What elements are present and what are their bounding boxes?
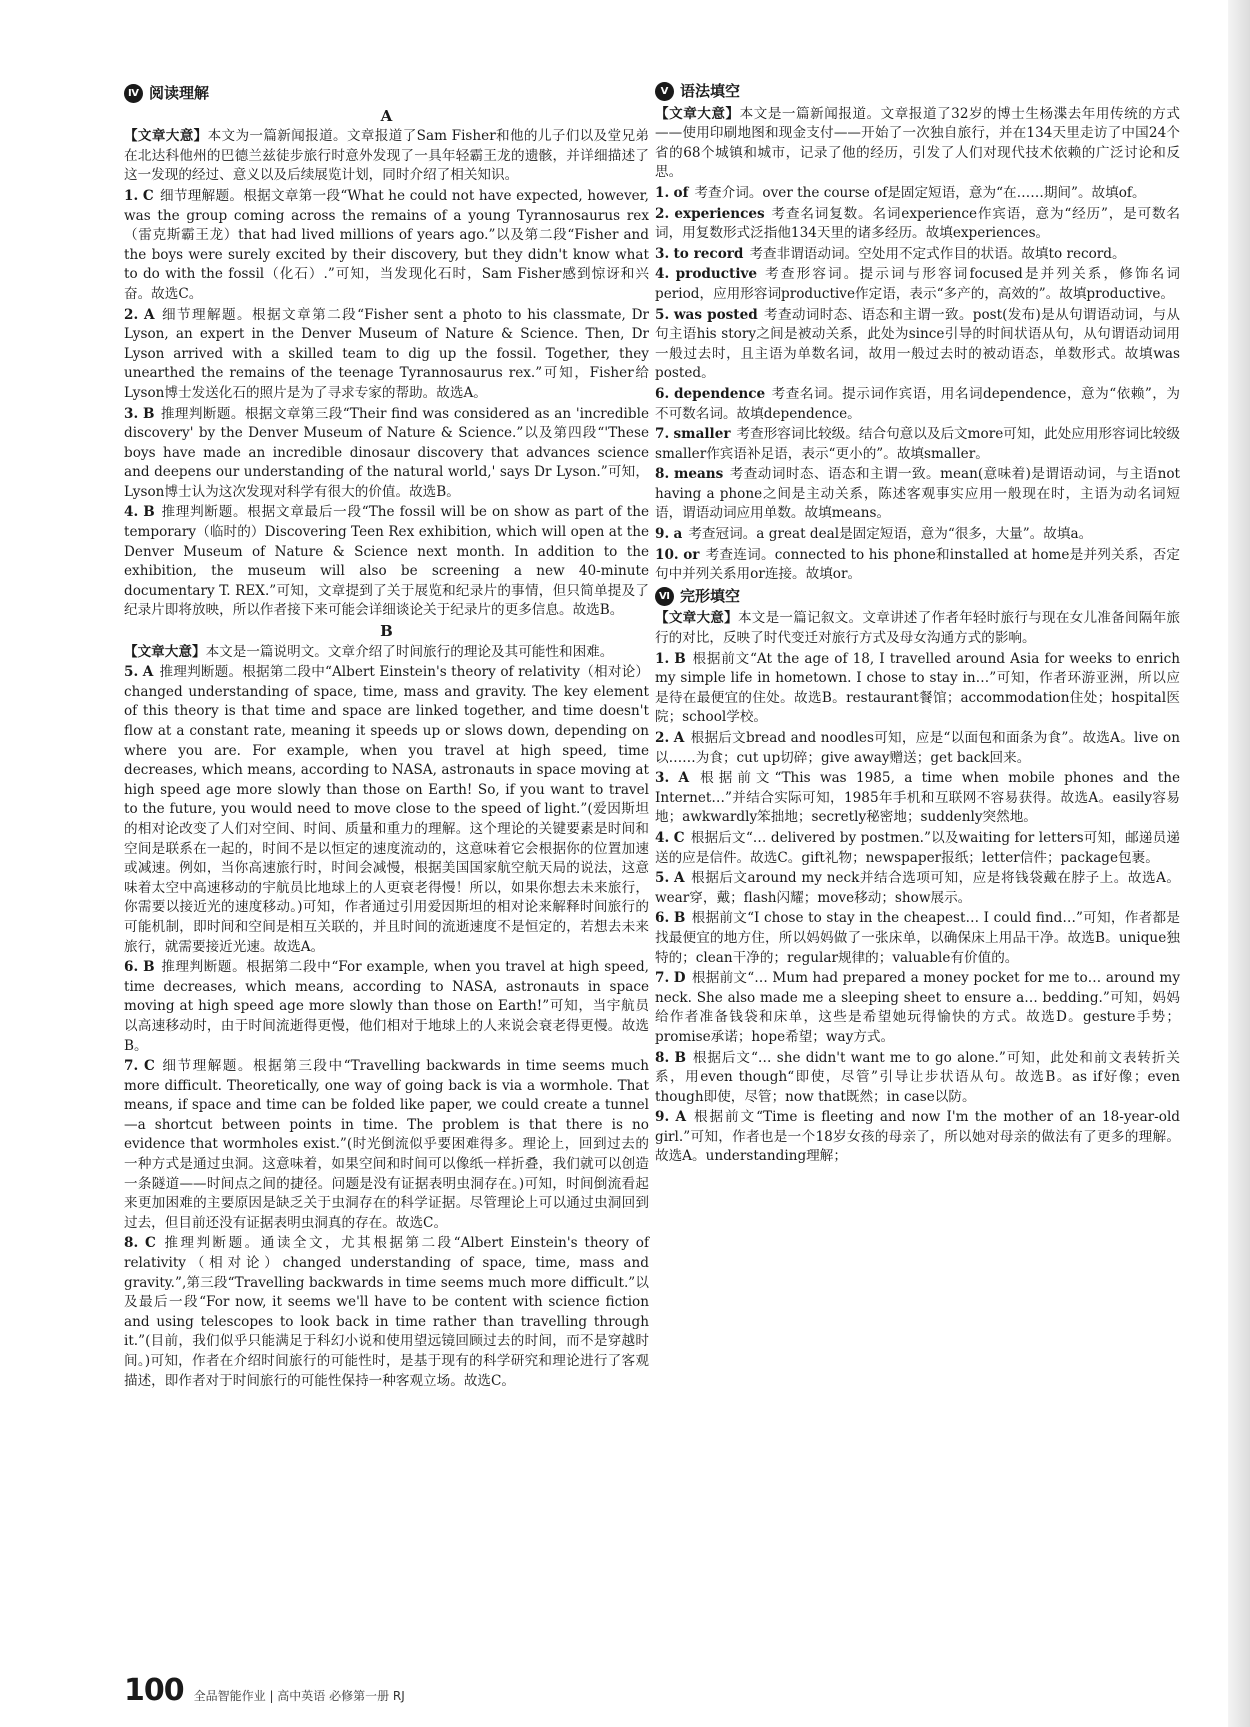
- answer-item: 9. A 根据前文“Time is fleeting and now I'm the mother of an 18-year-old girl.”可知，作者也是一个18岁女孩的母亲了，所以她对母亲的做法有了更多的理解。故选A。understanding理解；: [655, 1109, 1181, 1165]
- answer-item: 9. a 考查冠词。a great deal是固定短语，意为“很多，大量”。故填a。: [655, 526, 1093, 543]
- page-footer: [124, 1673, 405, 1708]
- answer-item: 5. was posted 考查动词时态、语态和主谓一致。post(发布)是从句谓语动词，与从句主语his story之间是被动关系，此处为since引导的时间状语从句，从句谓语动词用一般过去时，且主语为单数名词，故用一般过去时的被动语态，单数形式。故填was posted。: [655, 306, 1180, 382]
- reading-section-header: [124, 84, 649, 104]
- answer-item: 4. productive 考查形容词。提示词与形容词focused是并列关系，修饰名词period，应用形容词productive作定语，表示“多产的，高效的”。故填productive。: [655, 266, 1180, 302]
- answer-item: 3. to record 考查非谓语动词。空处用不定式作目的状语。故填to record。: [655, 245, 1126, 262]
- answer-item: 4. C 根据后文“… delivered by postmen.”以及waiting for letters可知，邮递员递送的应是信件。故选C。gift礼物；newspaper报纸；letter信件；package包裹。: [655, 829, 1180, 866]
- answer-item: 6. B 推理判断题。根据第二段中“For example, when you travel at high speed, time decreases, which means, according to NASA, astronauts in space moving at high speed age more slowly than those on Earth!”可知，当宇航员以高速移动时，由于时间流逝得更慢，他们相对于地球上的人来说会衰老得更慢。故选B。: [124, 959, 649, 1054]
- passage-label: B: [380, 622, 393, 641]
- answer-item: 7. C 细节理解题。根据第三段中“Travelling backwards in time seems much more difficult. Theoretically, one way of going back is via a wormhole. That means, if space and time can be folded like paper, we could create a tunnel—a shortcut between points in time. The problem is that there is no evidence that wormholes exist.”(时光倒流似乎要困难得多。理论上，回到过去的一种方式是通过虫洞。这意味着，如果空间和时间可以像纸一样折叠，我们就可以创造一条隧道——时间点之间的捷径。问题是没有证据表明虫洞存在。)可知，时间倒流看起来更加困难的主要原因是缺乏关于虫洞存在的科学证据。尽管理论上可以通过虫洞回到过去，但目前还没有证据表明虫洞真的存在。故选C。: [124, 1058, 649, 1231]
- section-title: 语法填空: [680, 82, 741, 100]
- passage-summary: 【文章大意】本文是一篇说明文。文章介绍了时间旅行的理论及其可能性和困难。: [124, 643, 614, 660]
- cloze-section-header: [655, 587, 1180, 607]
- answer-item: 5. A 推理判断题。根据第二段中“Albert Einstein's theory of relativity（相对论）changed understanding of space, time, mass and gravity. The key element of this theory is that time and space are linked together, and time doesn't flow at a constant rate, meaning it speeds up or slows down, depending on where you are. For example, when you travel at high speed, time decreases, which means, according to NASA, astronauts in space moving at high speed age more slowly than those on Earth! So, if you want to travel to the future, you would need to move close to the speed of light.”(爱因斯坦的相对论改变了人们对空间、时间、质量和重力的理解。这个理论的关键要素是时间和空间是联系在一起的，时间不是以恒定的速度流动的，这意味着它会根据你的位置加速或减速。例如，当你高速旅行时，时间会减慢，根据美国国家航空航天局的说法，这意味着太空中高速移动的宇航员比地球上的人更衰老得慢！所以，如果你想去未来旅行，你需要以接近光的速度移动。)可知，作者通过引用爱因斯坦的相对论来解释时间旅行的可能机制，即时间和空间是相互关联的，并且时间的流逝速度不是恒定的，若想去未来旅行，就需要接近光速。故选A。: [124, 664, 649, 955]
- passage-summary: 【文章大意】本文是一篇新闻报道。文章报道了32岁的博士生杨渫去年用传统的方式——使用印刷地图和现金支付——开始了一次独自旅行，并在134天里走访了中国24个省的68个城镇和城市，记录了他的经历，引发了人们对现代技术依赖的广泛讨论和反思。: [655, 105, 1181, 181]
- answer-item: 6. B 根据前文“I chose to stay in the cheapest… I could find…”可知，作者都是找最便宜的地方住，所以妈妈做了一张床单，以确保床上用品干净。故选B。unique独特的；clean干净的；regular规律的；valuable有价值的。: [655, 910, 1180, 966]
- page-edge: [1228, 0, 1250, 1727]
- answer-item: 8. B 根据后文“… she didn't want me to go alone.”可知，此处和前文表转折关系，用even though“即使，尽管”引导让步状语从句。故选B。as if好像；even though即使，尽管；now that既然；in case以防。: [655, 1049, 1180, 1105]
- book-title: 全品智能作业 | 高中英语 必修第一册 RJ: [193, 1689, 405, 1703]
- answer-item: 1. C 细节理解题。根据文章第一段“What he could not have expected, however, was the group coming across the remains of a young Tyrannosaurus rex（雷克斯霸王龙）that had lived millions of years ago.”以及第二段“Fisher and the boys were surely excited by their discovery, but they didn't know what to do with the fossil（化石）.”可知，当发现化石时，Sam Fisher感到惊讶和兴奋。故选C。: [124, 187, 650, 302]
- answer-item: 7. D 根据前文“… Mum had prepared a money pocket for me to… around my neck. She also made me a sleeping sheet to ensure a… bedding.”可知，妈妈给作者准备钱袋和床单，这些是希望她玩得愉快的方式。故选D。gesture手势；promise承诺；hope希望；way方式。: [655, 970, 1181, 1045]
- right-column: [655, 80, 1180, 1168]
- answer-item: 4. B 推理判断题。根据文章最后一段“The fossil will be on show as part of the temporary（临时的）Discovering Teen Rex exhibition, which will open at the Denver Museum of Nature & Science next month. In addition to the exhibition, the museum will also be screening a new 40-minute documentary T. REX.”可知，文章提到了关于展览和纪录片的事情，但只简单提及了纪录片即将放映，所以作者接下来可能会详细谈论关于纪录片的更多信息。故选B。: [124, 504, 650, 619]
- passage-label: A: [380, 106, 393, 125]
- answer-item: 2. experiences 考查名词复数。名词experience作宾语，意为“经历”，是可数名词，用复数形式泛指他134天里的诸多经历。故填experiences。: [655, 205, 1180, 242]
- page-number: 100: [124, 1673, 184, 1708]
- section-badge-icon: Ⅴ: [655, 82, 674, 101]
- answer-item: 10. or 考查连词。connected to his phone和installed at home是并列关系，否定句中并列关系用or连接。故填or。: [655, 546, 1180, 583]
- answer-item: 1. of 考查介词。over the course of是固定短语，意为“在……期间”。故填of。: [655, 184, 1146, 201]
- answer-item: 6. dependence 考查名词。提示词作宾语，用名词dependence，意为“依赖”，为不可数名词。故填dependence。: [655, 385, 1180, 422]
- section-badge-icon: Ⅵ: [655, 587, 674, 606]
- answer-item: 2. A 根据后文bread and noodles可知，应是“以面包和面条为食”。故选A。live on以……为食；cut up切碎；give away赠送；get back回来。: [655, 730, 1180, 766]
- section-title: 完形填空: [680, 586, 741, 605]
- passage-summary: 【文章大意】本文是一篇记叙文。文章讲述了作者年轻时旅行与现在女儿准备间隔年旅行的对比，反映了时代变迁对旅行方式及母女沟通方式的影响。: [655, 610, 1181, 647]
- answer-item: 5. A 根据后文around my neck并结合选项可知，应是将钱袋戴在脖子上。故选A。wear穿，戴；flash闪耀；move移动；show展示。: [655, 870, 1180, 906]
- answer-item: 2. A 细节理解题。根据文章第二段“Fisher sent a photo to his classmate, Dr Lyson, an expert in the Denver Museum of Nature & Science. Then, Dr Lyson arrived with a skilled team to dig up the fossil. Together, they unearthed the remains of the teenage Tyrannosaurus rex.”可知，Fisher给Lyson博士发送化石的照片是为了寻求专家的帮助。故选A。: [124, 306, 649, 401]
- passage-summary: 【文章大意】本文为一篇新闻报道。文章报道了Sam Fisher和他的儿子们以及堂兄弟在北达科他州的巴德兰兹徒步旅行时意外发现了一具年轻霸王龙的遗骸，并详细描述了这一发现的经过、意义以及后续展览计划，同时介绍了相关知识。: [124, 128, 649, 184]
- answer-item: 8. means 考查动词时态、语态和主谓一致。mean(意味着)是谓语动词，与主语not having a phone之间是主动关系，陈述客观事实应用一般现在时，主语为动名词短语，谓语动词应用单数。故填means。: [655, 466, 1180, 522]
- grammar-section-header: [655, 82, 1180, 102]
- answer-item: 3. B 推理判断题。根据文章第三段“Their find was considered as an 'incredible discovery' by the Denver Museum of Nature & Science.”以及第四段“'These boys have made an incredible dinosaur discovery that advances science and deepens our understanding of the natural world,' says Dr Lyson.”可知，Lyson博士认为这次发现对科学有很大的价值。故选B。: [124, 405, 649, 500]
- section-title: 阅读理解: [149, 84, 210, 102]
- answer-item: 8. C 推理判断题。通读全文，尤其根据第二段“Albert Einstein's theory of relativity（相对论）changed understanding of space, time, mass and gravity.”,第三段“Travelling backwards in time seems much more difficult.”以及最后一段“For now, it seems we'll have to be content with science fiction and using telescopes to look back in time rather than travelling through it.”(目前，我们似乎只能满足于科幻小说和使用望远镜回顾过去的时间，而不是穿越时间。)可知，作者在介绍时间旅行的可能性时，是基于现有的科学研究和理论进行了客观描述，即作者对于时间旅行的可能性保持一种客观立场。故选C。: [124, 1235, 650, 1389]
- section-badge-icon: Ⅳ: [124, 84, 143, 103]
- answer-item: 7. smaller 考查形容词比较级。结合句意以及后文more可知，此处应用形容词比较级smaller作宾语补足语，表示“更小的”。故填smaller。: [655, 426, 1180, 462]
- answer-item: 1. B 根据前文“At the age of 18, I travelled around Asia for weeks to enrich my simple life in hometown. I chose to stay in…”可知，作者环游亚洲，所以应是待在最便宜的住处。故选B。restaurant餐馆；accommodation住处；hospital医院；school学校。: [655, 650, 1181, 726]
- left-column: [124, 82, 649, 1392]
- answer-item: 3. A 根据前文“This was 1985, a time when mobile phones and the Internet…”并结合实际可知，1985年手机和互联网不容易获得。故选A。easily容易地；awkwardly笨拙地；secretly秘密地；suddenly突然地。: [655, 770, 1180, 826]
